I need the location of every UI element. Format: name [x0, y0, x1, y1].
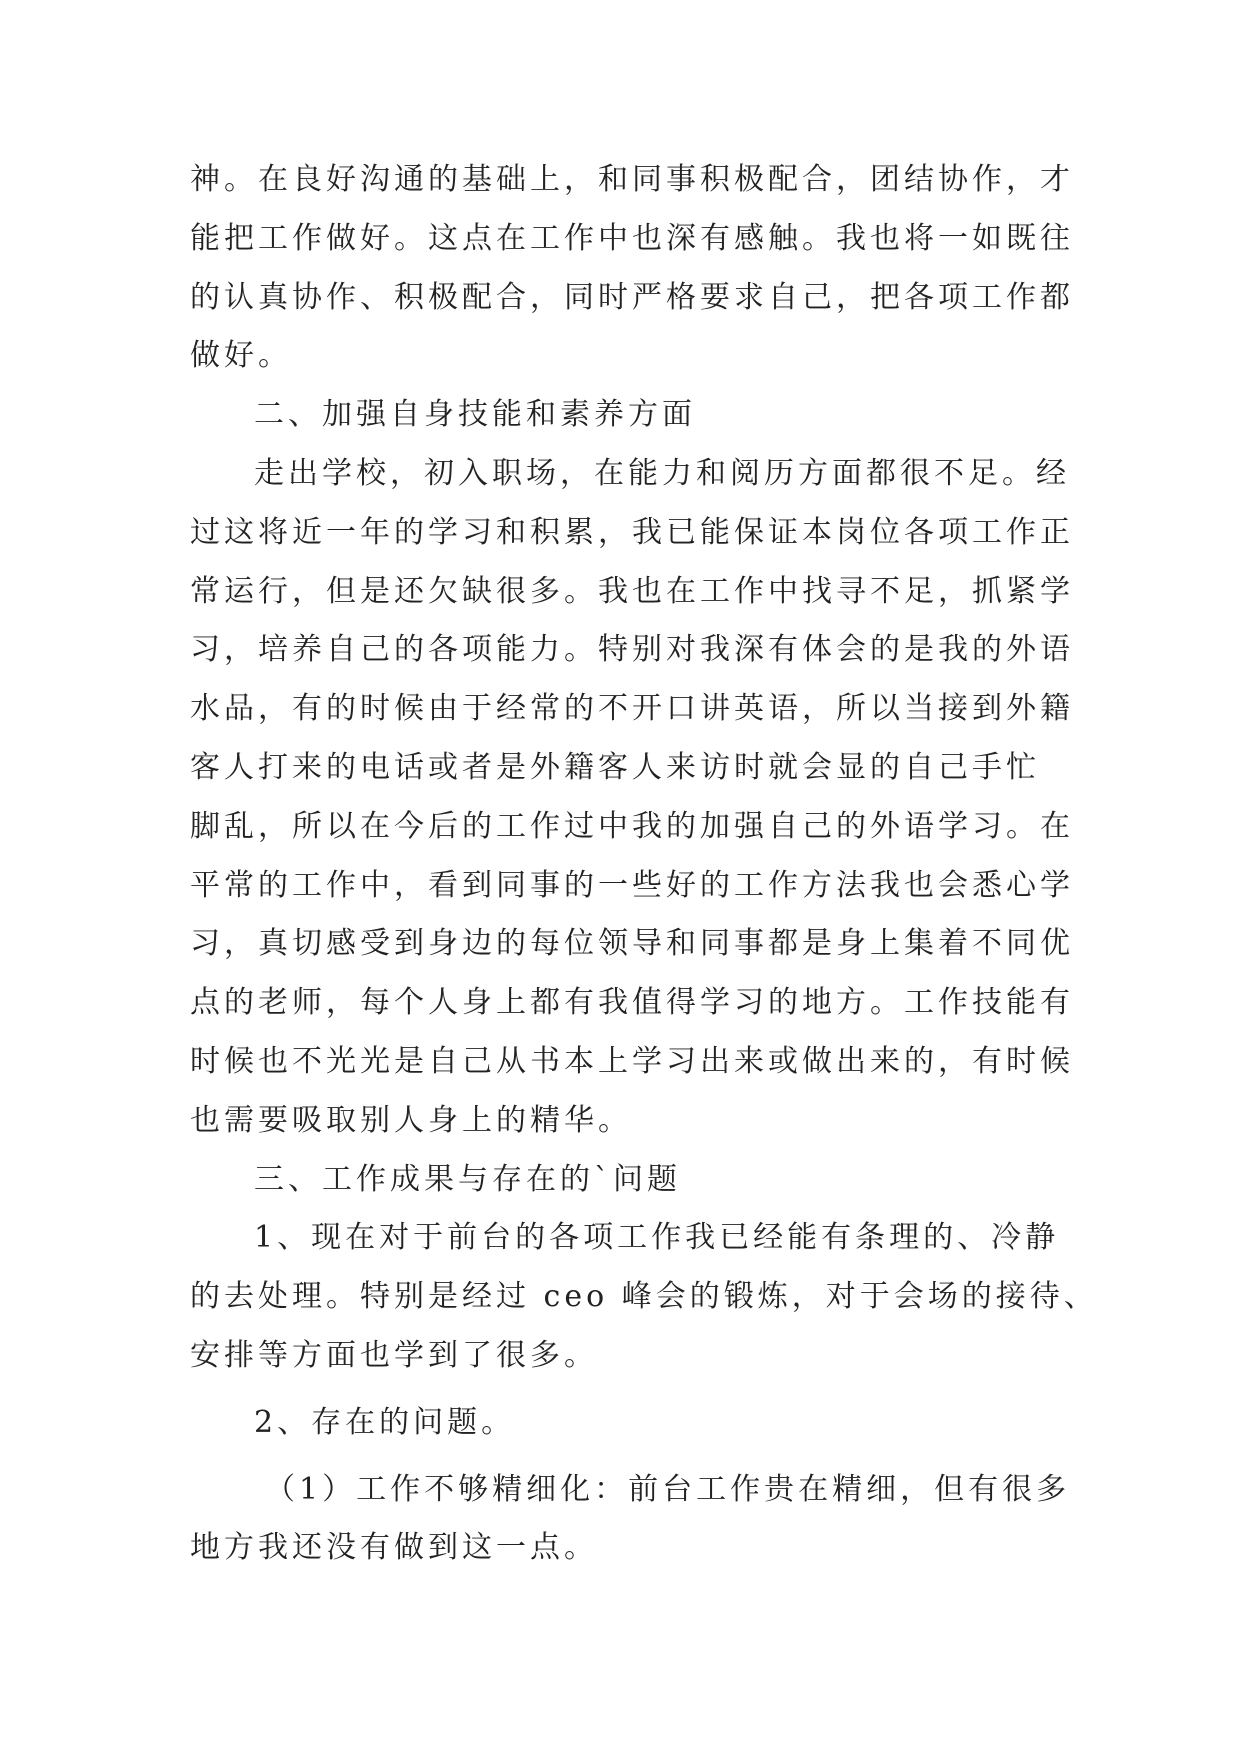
- paragraph-problem-1: [190, 1470, 1071, 1588]
- text-line: 时候也不光光是自己从书本上学习出来或做出来的，有时候: [190, 1043, 1074, 1079]
- paragraph-results: [190, 1218, 1098, 1394]
- text-line: 习，培养自己的各项能力。特别对我深有体会的是我的外语: [190, 632, 1074, 668]
- text-line: 过这将近一年的学习和积累，我已能保证本岗位各项工作正: [190, 514, 1074, 550]
- text-line: 平常的工作中，看到同事的一些好的工作方法我也会悉心学: [190, 867, 1074, 903]
- text-line: 1、现在对于前台的各项工作我已经能有条理的、冷静: [254, 1220, 1060, 1256]
- text-line: 2、存在的问题。: [254, 1404, 516, 1440]
- text-line: 地方我还没有做到这一点。: [190, 1530, 598, 1566]
- text-line: （1）工作不够精细化：前台工作贵在精细，但有很多: [265, 1471, 1071, 1507]
- text-line: 也需要吸取别人身上的精华。: [190, 1102, 632, 1138]
- paragraph-teamwork: [190, 160, 1074, 395]
- section-heading-results: [190, 1160, 1060, 1219]
- text-line: 水品，有的时候由于经常的不开口讲英语，所以当接到外籍: [190, 691, 1074, 727]
- text-line: 脚乱，所以在今后的工作过中我的加强自己的外语学习。在: [190, 808, 1074, 844]
- heading-text: 三、工作成果与存在的`问题: [254, 1161, 681, 1197]
- document-body: [190, 160, 1098, 1587]
- text-line: 点的老师，每个人身上都有我值得学习的地方。工作技能有: [190, 985, 1074, 1021]
- text-line: 神。在良好沟通的基础上，和同事积极配合，团结协作，才: [190, 162, 1074, 197]
- section-heading-skills: [190, 395, 1060, 454]
- text-line: 习，真切感受到身边的每位领导和同事都是身上集着不同优: [190, 926, 1074, 962]
- text-line: 做好。: [190, 338, 292, 374]
- paragraph-problems: [190, 1403, 1060, 1462]
- text-line: 能把工作做好。这点在工作中也深有感触。我也将一如既往: [190, 220, 1074, 256]
- text-line: 的去处理。特别是经过 ceo 峰会的锻炼，对于会场的接待、: [190, 1279, 1098, 1315]
- paragraph-skills: [190, 454, 1074, 1160]
- text-line: 走出学校，初入职场，在能力和阅历方面都很不足。经: [254, 455, 1070, 491]
- text-line: 客人打来的电话或者是外籍客人来访时就会显的自己手忙: [190, 749, 1040, 785]
- text-line: 的认真协作、积极配合，同时严格要求自己，把各项工作都: [190, 279, 1074, 315]
- text-line: 安排等方面也学到了很多。: [190, 1337, 598, 1373]
- text-line: 常运行，但是还欠缺很多。我也在工作中找寻不足，抓紧学: [190, 573, 1074, 609]
- heading-text: 二、加强自身技能和素养方面: [254, 397, 696, 433]
